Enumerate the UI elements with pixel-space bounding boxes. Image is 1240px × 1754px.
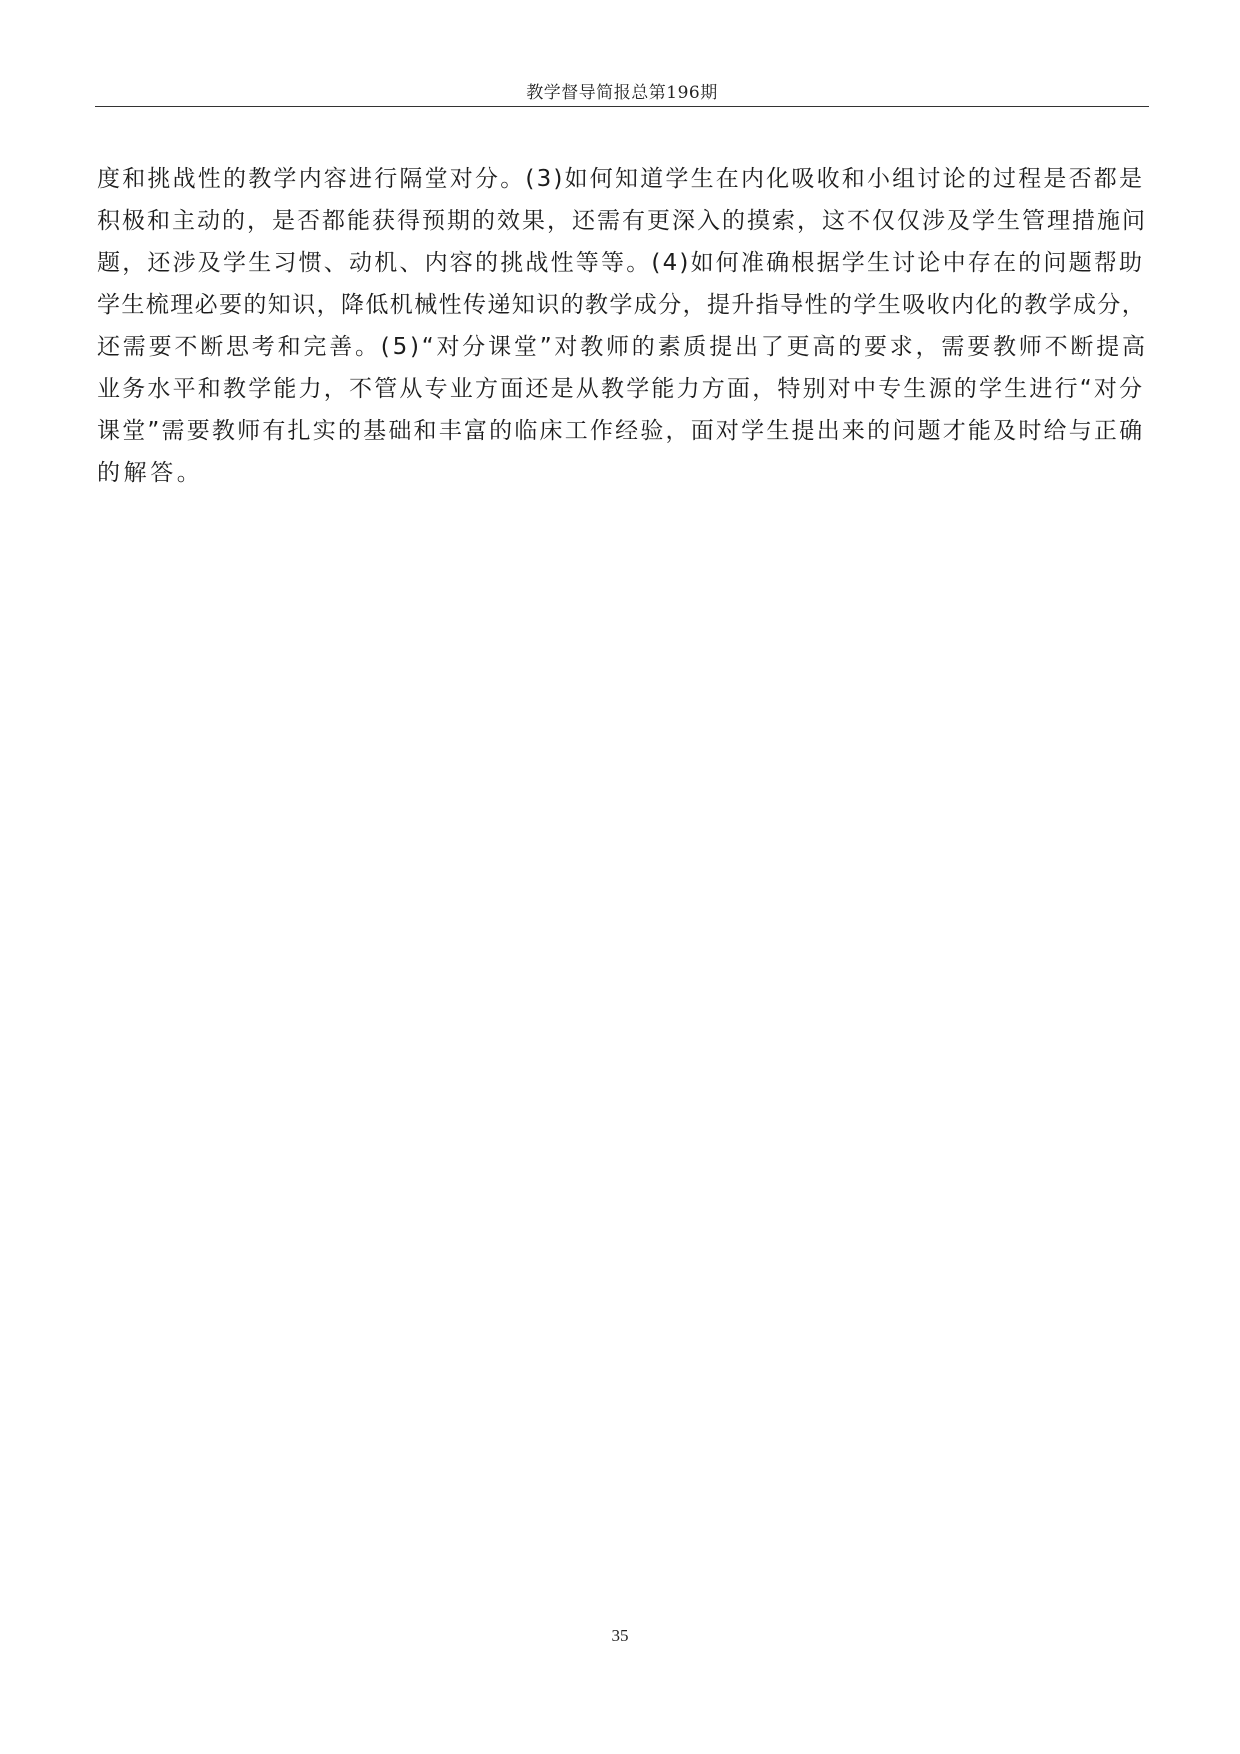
text-line: 学生梳理必要的知识，降低机械性传递知识的教学成分，提升指导性的学生吸收内化的教学成分， — [97, 292, 1147, 318]
page-number: 35 — [611, 1626, 629, 1645]
text-line: 题，还涉及学生习惯、动机、内容的挑战性等等。(4)如何准确根据学生讨论中存在的问题帮助 — [97, 250, 1145, 276]
text-line: 的解答。 — [97, 460, 204, 486]
text-line: 还需要不断思考和完善。(5)“对分课堂”对教师的素质提出了更高的要求，需要教师不断提高 — [97, 334, 1148, 360]
page-header — [95, 74, 1149, 107]
text-line: 业务水平和教学能力，不管从专业方面还是从教学能力方面，特别对中专生源的学生进行“对分 — [97, 376, 1145, 402]
body-paragraph — [97, 158, 1149, 494]
text-line: 课堂”需要教师有扎实的基础和丰富的临床工作经验，面对学生提出来的问题才能及时给与正确 — [97, 418, 1145, 444]
header-title: 教学督导简报总第196期 — [526, 83, 718, 103]
text-line: 积极和主动的，是否都能获得预期的效果，还需有更深入的摸索，这不仅仅涉及学生管理措施问 — [97, 208, 1147, 234]
text-line: 度和挑战性的教学内容进行隔堂对分。(3)如何知道学生在内化吸收和小组讨论的过程是否都是 — [97, 166, 1145, 192]
